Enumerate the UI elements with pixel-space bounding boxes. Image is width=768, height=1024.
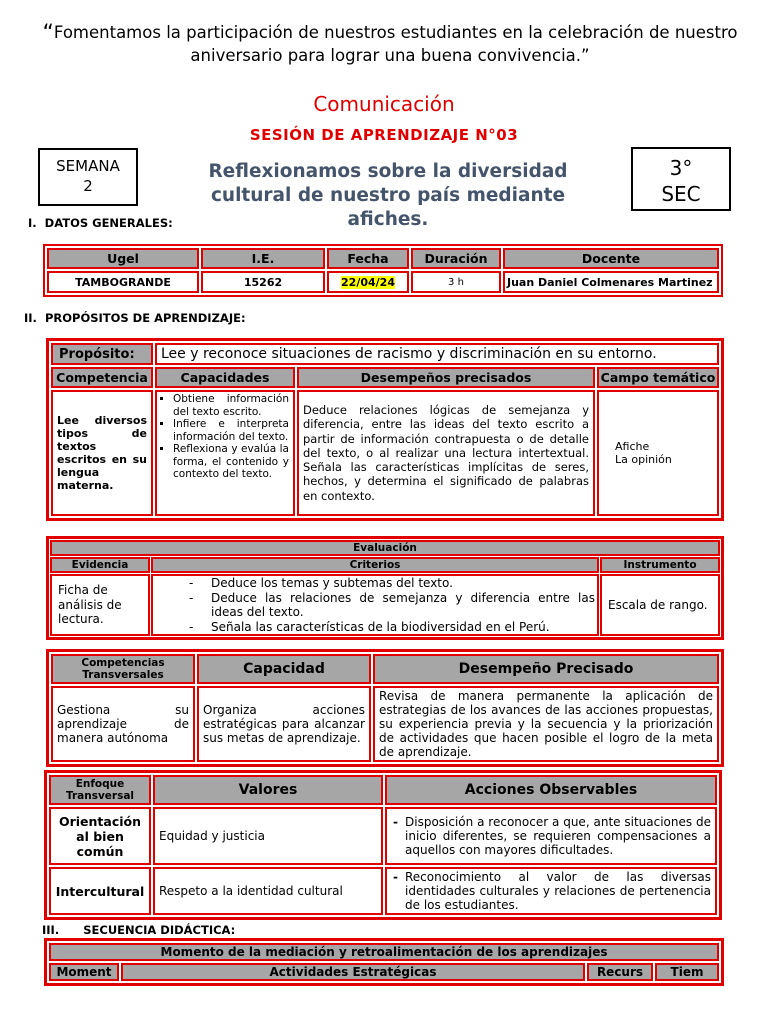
header-competencia: Competencia	[51, 367, 153, 388]
capacidad-item: ▪ Infiere e interpreta información del texto.	[173, 418, 289, 443]
header-ugel: Ugel	[47, 248, 199, 269]
header-capacidades: Capacidades	[155, 367, 295, 388]
header-actividades: Actividades Estratégicas	[121, 963, 585, 981]
header-acciones-observables: Acciones Observables	[385, 775, 717, 805]
section-2-label: PROPÓSITOS DE APRENDIZAJE:	[44, 311, 246, 325]
header-instrumento: Instrumento	[600, 557, 720, 573]
transversal-competencia-value: Gestiona su aprendizaje de manera autónoma	[51, 686, 195, 762]
enfoque-value: Orientación al bien común	[49, 807, 151, 865]
instrumento-value: Escala de rango.	[600, 574, 720, 636]
evaluation-title: Evaluación	[50, 540, 720, 556]
transversal-capacidad-value: Organiza acciones estratégicas para alcanzar sus metas de aprendizaje.	[197, 686, 371, 762]
header-evidencia: Evidencia	[50, 557, 150, 573]
sequence-title: Momento de la mediación y retroalimentación de los aprendizajes	[49, 943, 719, 961]
competencia-value: Lee diversos tipos de textos escritos en su lengua materna.	[51, 390, 153, 516]
accion-list	[391, 815, 711, 857]
week-label: SEMANA	[56, 157, 120, 175]
enfoque-value: Intercultural	[49, 867, 151, 915]
evidencia-value: Ficha de análisis de lectura.	[50, 574, 150, 636]
criterios-cell	[151, 574, 599, 636]
section-3-number: III.	[42, 923, 60, 937]
purpose-table	[46, 338, 724, 521]
header-capacidad: Capacidad	[197, 654, 371, 684]
quote-text: Fomentamos la participación de nuestros estudiantes en la celebración de nuestro aniversario para lograr una buena convivencia.”	[53, 23, 738, 65]
ugel-value: TAMBOGRANDE	[47, 271, 199, 293]
ie-value: 15262	[201, 271, 325, 293]
header-duracion: Duración	[411, 248, 501, 269]
section-3-label: SECUENCIA DIDÁCTICA:	[83, 923, 236, 937]
header-fecha: Fecha	[327, 248, 409, 269]
grade-box	[631, 147, 731, 211]
header-desempeno-precisado: Desempeño Precisado	[373, 654, 719, 684]
header-desempenos: Desempeños precisados	[297, 367, 595, 388]
docente-value: Juan Daniel Colmenares Martinez	[503, 271, 719, 293]
header-docente: Docente	[503, 248, 719, 269]
header-valores: Valores	[153, 775, 383, 805]
header-tiempo: Tiem	[655, 963, 719, 981]
general-data-table	[43, 244, 723, 297]
transversal-desempeno-value: Revisa de manera permanente la aplicación de estrategias de los avances de las acciones propuestas, su experiencia previa y la secuencia y la priorización de actividades que hacen posible el logro de la meta de aprendizaje.	[373, 686, 719, 762]
accion-item: - Disposición a reconocer a que, ante situaciones de inicio diferentes, se requieren compensaciones a aquellos con mayores dificultades.	[405, 815, 711, 857]
session-topic: Reflexionamos sobre la diversidad cultural de nuestro país mediante afiches.	[208, 161, 568, 230]
capacidad-item: ▪ Reflexiona y evalúa la forma, el contenido y contexto del texto.	[173, 443, 289, 481]
header-campo-tematico: Campo temático	[597, 367, 719, 388]
accion-list	[391, 870, 711, 912]
criterio-item: - Señala las características de la biodiversidad en el Perú.	[211, 620, 595, 635]
header-recursos: Recurs	[587, 963, 653, 981]
campo-cell	[597, 390, 719, 516]
motto-quote	[40, 22, 740, 67]
section-1-label: DATOS GENERALES:	[44, 216, 173, 230]
fecha-cell	[327, 271, 409, 293]
header-criterios: Criterios	[151, 557, 599, 573]
grade-level: SEC	[661, 182, 701, 206]
header-ie: I.E.	[201, 248, 325, 269]
week-box	[38, 148, 138, 206]
header-momento: Moment	[49, 963, 119, 981]
header-enfoque-transversal: Enfoque Transversal	[49, 775, 151, 805]
evaluation-table	[46, 536, 724, 640]
criterio-item: - Deduce los temas y subtemas del texto.	[211, 576, 595, 591]
campo-item: Afiche	[615, 440, 650, 453]
session-title: SESIÓN DE APRENDIZAJE N°03	[249, 126, 519, 144]
header-competencias-transversales: Competencias Transversales	[51, 654, 195, 684]
quote-open-mark: “	[42, 21, 54, 46]
purpose-text: Lee y reconoce situaciones de racismo y discriminación en su entorno.	[155, 343, 719, 365]
campo-item: La opinión	[615, 453, 672, 466]
criterio-item: - Deduce las relaciones de semejanza y diferencia entre las ideas del texto.	[211, 591, 595, 620]
capacidad-item: ▪ Obtiene información del texto escrito.	[173, 393, 289, 418]
criterios-list	[155, 576, 595, 634]
accion-item: - Reconocimiento al valor de las diversas identidades culturales y relaciones de pertenencia de los estudiantes.	[405, 870, 711, 912]
section-1-heading	[28, 216, 173, 230]
fecha-value: 22/04/24	[341, 275, 395, 289]
sequence-table	[44, 938, 724, 986]
transversal-table	[46, 649, 724, 767]
capacidades-list	[161, 393, 289, 481]
accion-cell	[385, 807, 717, 865]
week-number: 2	[83, 177, 93, 195]
subject-title: Comunicación	[313, 92, 455, 116]
duracion-value: 3 h	[411, 271, 501, 293]
grade-number: 3°	[669, 156, 693, 180]
section-2-heading	[24, 311, 246, 325]
purpose-label: Propósito:	[51, 343, 153, 365]
accion-cell	[385, 867, 717, 915]
desempeno-value: Deduce relaciones lógicas de semejanza y diferencia, entre las ideas del texto escrito a partir de información contrapuesta o de detalle del texto, o al realizar una lectura intertextual. Señala las características implícitas de seres, hechos, y determina el significado de palabras en contexto.	[297, 390, 595, 516]
enfoque-table	[44, 770, 722, 920]
section-1-number: I.	[28, 216, 37, 230]
valor-value: Equidad y justicia	[153, 807, 383, 865]
section-2-number: II.	[24, 311, 37, 325]
capacidades-cell	[155, 390, 295, 516]
valor-value: Respeto a la identidad cultural	[153, 867, 383, 915]
section-3-heading	[42, 923, 235, 937]
